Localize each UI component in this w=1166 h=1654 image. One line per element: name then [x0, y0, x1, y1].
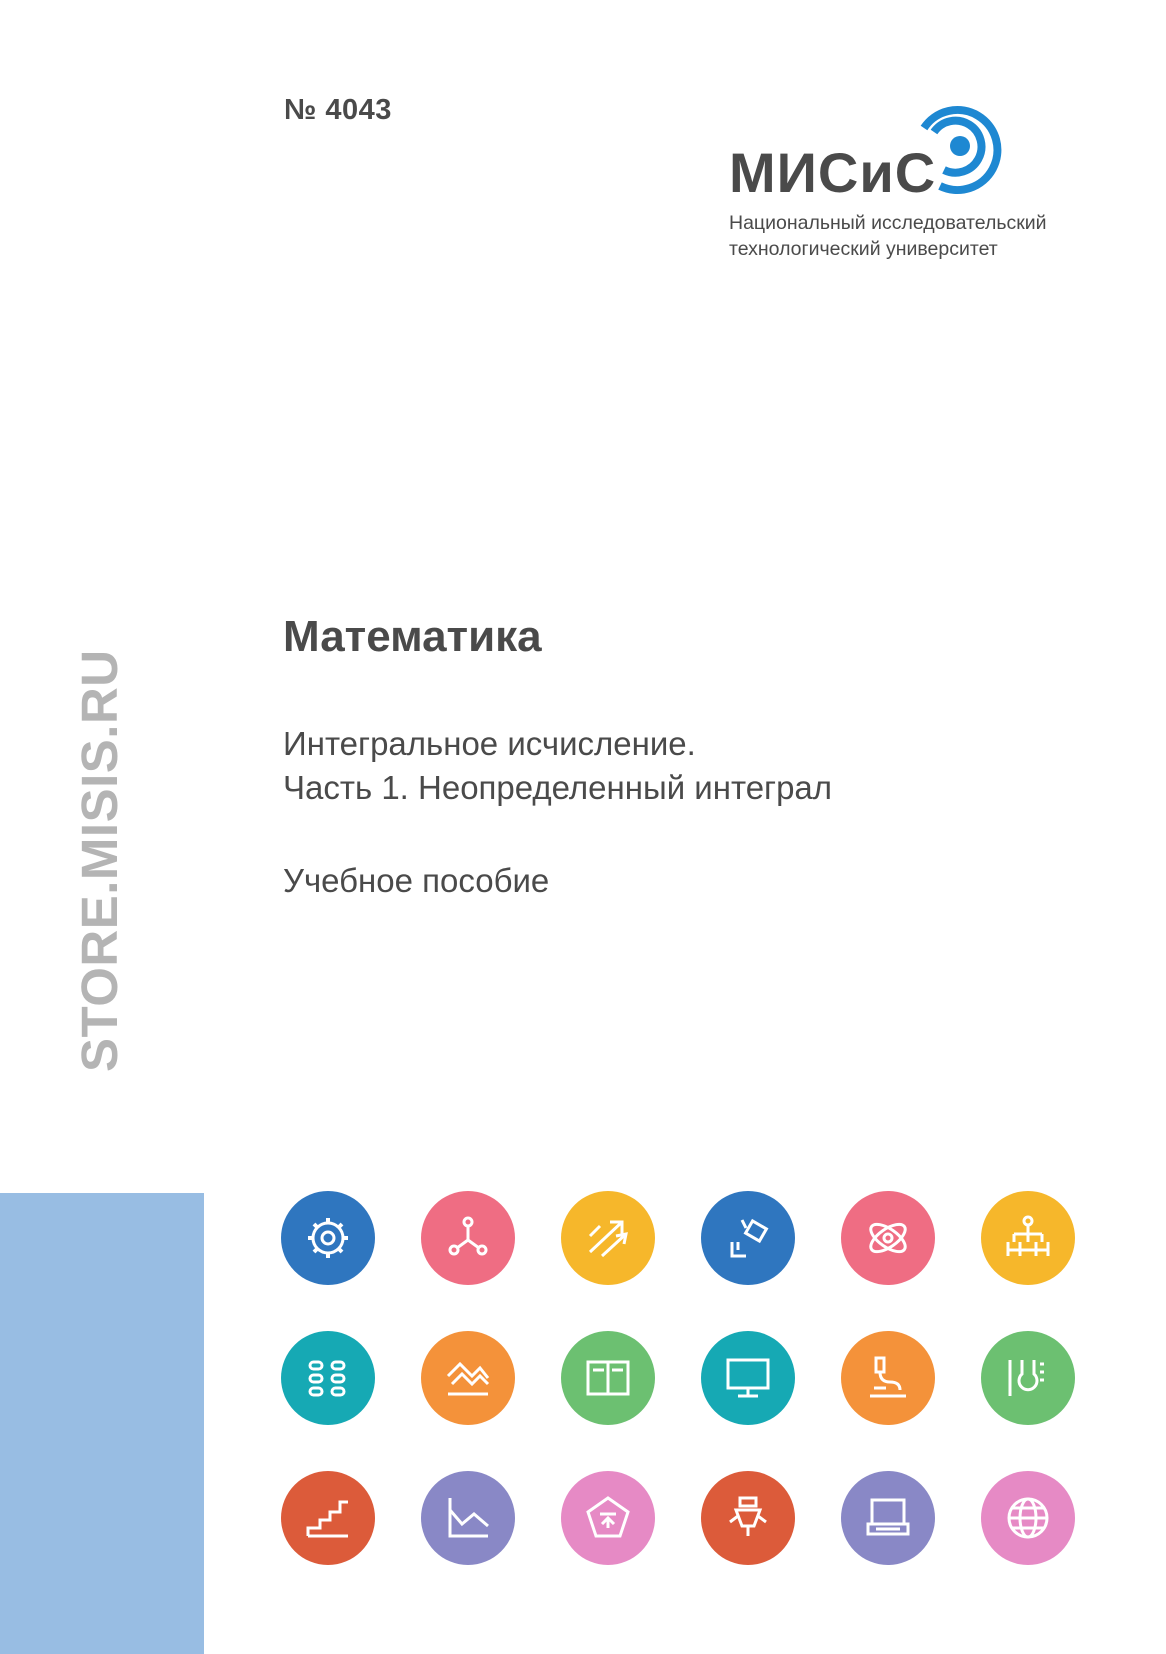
logo-subtitle-line1: Национальный исследовательский — [729, 212, 1047, 234]
logo-subtitle — [729, 210, 1047, 262]
molecule-icon — [421, 1191, 515, 1285]
circuit-icon — [281, 1331, 375, 1425]
book-icon — [561, 1331, 655, 1425]
flask-icon — [981, 1331, 1075, 1425]
atom-icon — [841, 1191, 935, 1285]
book-title: Математика — [283, 612, 542, 661]
subject-icon-grid — [281, 1191, 1076, 1611]
monitor-icon — [701, 1331, 795, 1425]
globe-icon — [981, 1471, 1075, 1565]
hierarchy-icon — [981, 1191, 1075, 1285]
catalog-number: № 4043 — [284, 94, 392, 126]
logo-wordmark: МИСиС — [729, 141, 937, 204]
gear-icon — [281, 1191, 375, 1285]
graph-icon — [421, 1471, 515, 1565]
stairs-icon — [281, 1471, 375, 1565]
university-logo — [720, 88, 1080, 268]
document-type: Учебное пособие — [283, 862, 550, 899]
side-color-band — [0, 1193, 204, 1654]
tools-icon — [701, 1191, 795, 1285]
book-subtitle-line1: Интегральное исчисление. — [283, 725, 696, 762]
laptop-icon — [841, 1471, 935, 1565]
robot-icon — [701, 1471, 795, 1565]
store-url-label: STORE.MISIS.RU — [71, 649, 128, 1072]
book-subtitle-line2: Часть 1. Неопределенный интеграл — [283, 769, 833, 806]
book-subtitle — [283, 722, 832, 810]
pentagon-icon — [561, 1471, 655, 1565]
microscope-icon — [841, 1331, 935, 1425]
arrows-icon — [561, 1191, 655, 1285]
logo-signal-icon — [904, 90, 1016, 202]
logo-subtitle-line2: технологический университет — [729, 238, 998, 260]
mountains-icon — [421, 1331, 515, 1425]
